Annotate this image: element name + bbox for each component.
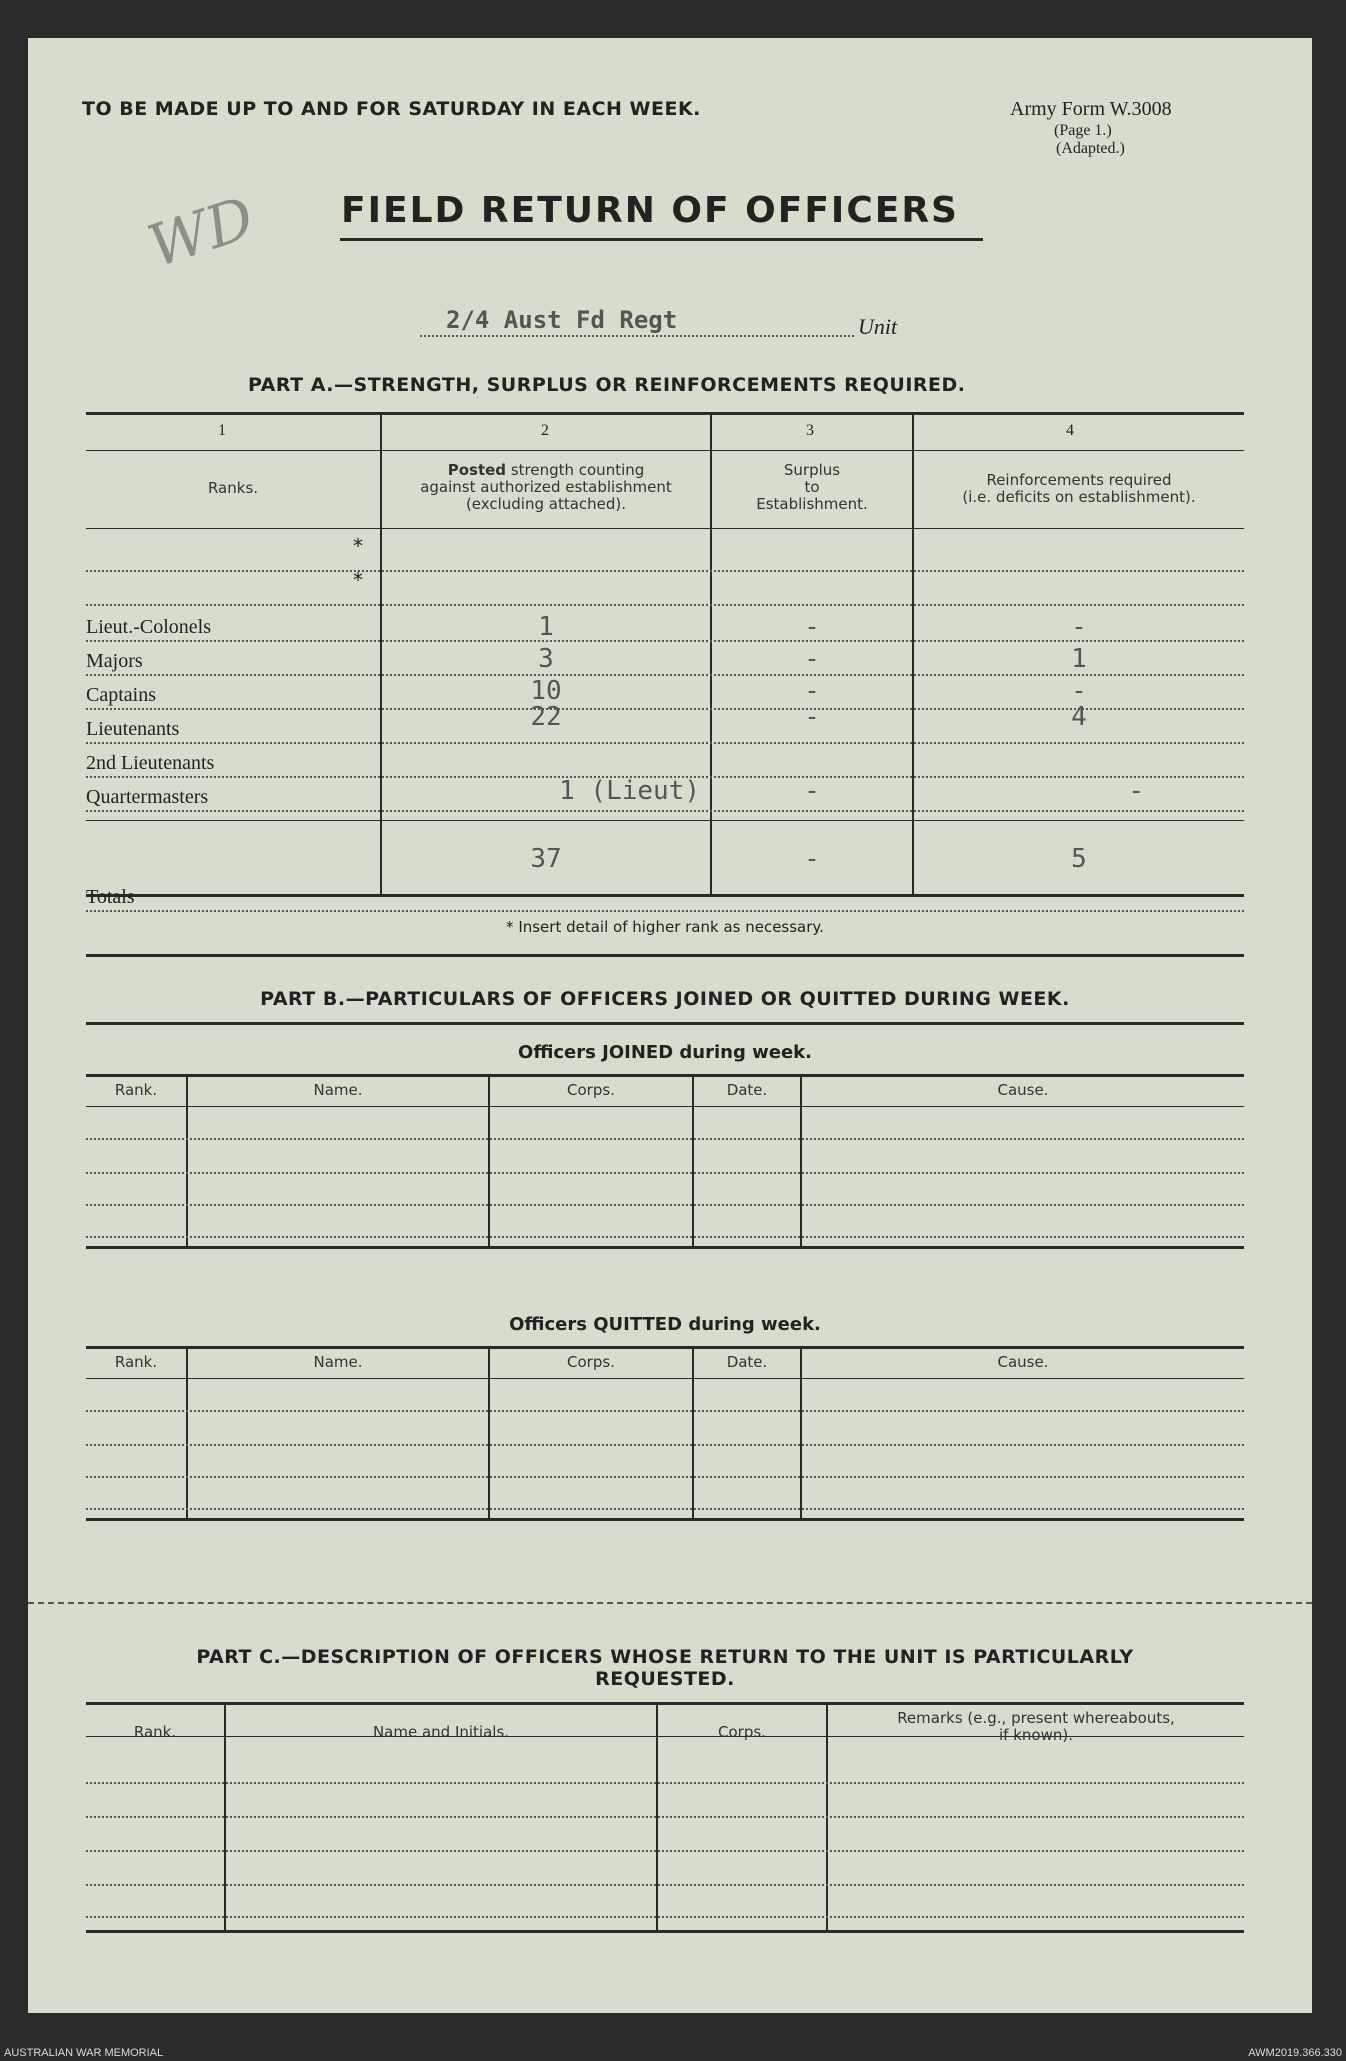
joined-col-divider	[800, 1074, 802, 1246]
joined-title-key: JOINED	[602, 1042, 674, 1063]
quitted-title-key: QUITTED	[593, 1314, 683, 1335]
reinforcements-value: 4	[1071, 702, 1087, 732]
part-a-totals-rule	[86, 820, 1244, 821]
row-line	[86, 1916, 1244, 1918]
quitted-col-corps: Corps.	[567, 1353, 615, 1371]
posted-line-3: (excluding attached).	[465, 495, 627, 513]
instruction-text: TO BE MADE UP TO AND FOR SATURDAY IN EACH WEEK.	[82, 98, 701, 120]
totals-posted: 37	[530, 844, 562, 874]
quitted-bottom-rule	[86, 1518, 1244, 1521]
reinf-line-1: Reinforcements required	[986, 471, 1172, 489]
form-number: Army Form W.3008	[1010, 98, 1172, 120]
part-a-head-rule	[86, 528, 1244, 529]
col-number: 4	[1066, 422, 1074, 439]
surplus-line-3: Establishment.	[756, 495, 868, 513]
row-line	[86, 1444, 1244, 1446]
row-line	[86, 604, 1244, 606]
part-b-title: PART B.—PARTICULARS OF OFFICERS JOINED OR QUITTED DURING WEEK.	[260, 988, 1070, 1010]
col-head-reinforcements	[914, 472, 1244, 506]
quitted-col-divider	[488, 1346, 490, 1518]
joined-col-divider	[692, 1074, 694, 1246]
page-title: FIELD RETURN OF OFFICERS	[341, 190, 959, 231]
quitted-title-pre: Officers	[509, 1314, 594, 1335]
reinforcements-value: -	[1071, 612, 1087, 642]
part-a-top-rule	[86, 412, 1244, 415]
row-line	[86, 742, 1244, 744]
asterisk-row-marker: *	[353, 568, 363, 592]
part-a-title: PART A.—STRENGTH, SURPLUS OR REINFORCEMENTS REQUIRED.	[248, 374, 966, 396]
rank-label: 2nd Lieutenants	[86, 752, 215, 774]
joined-col-cause: Cause.	[997, 1081, 1049, 1099]
quitted-col-cause: Cause.	[997, 1353, 1049, 1371]
rank-label: Lieutenants	[86, 718, 180, 740]
posted-line-2: against authorized establishment	[420, 478, 672, 496]
footer-accession: AWM2019.366.330	[1248, 2047, 1342, 2059]
joined-col-corps: Corps.	[567, 1081, 615, 1099]
reinforcements-value: 1	[1071, 644, 1087, 674]
perforation-line	[28, 1602, 1312, 1604]
posted-bold: Posted	[447, 461, 507, 479]
row-line	[86, 1410, 1244, 1412]
rank-label: Majors	[86, 650, 143, 672]
joined-title-pre: Officers	[518, 1042, 603, 1063]
part-a-end-rule	[86, 954, 1244, 957]
quitted-col-divider	[186, 1346, 188, 1518]
row-line	[86, 1816, 1244, 1818]
row-line	[86, 1508, 1244, 1510]
joined-title-post: during week.	[673, 1042, 812, 1063]
part-c-title-line-2: REQUESTED.	[595, 1668, 735, 1690]
handwritten-mark: WD	[140, 183, 263, 281]
joined-title	[86, 1042, 1244, 1063]
remarks-line-1: Remarks (e.g., present whereabouts,	[897, 1709, 1175, 1727]
asterisk-row-marker: *	[353, 534, 363, 558]
joined-col-name: Name.	[313, 1081, 363, 1099]
col-number: 2	[541, 422, 549, 439]
surplus-line-2: to	[804, 478, 820, 496]
totals-label: Totals	[86, 886, 135, 908]
row-line	[86, 1884, 1244, 1886]
part-c-col-name: Name and Initials.	[372, 1723, 510, 1741]
remarks-line-2: if known).	[999, 1726, 1073, 1744]
reinf-line-2: (i.e. deficits on establishment).	[962, 488, 1196, 506]
joined-top-rule	[86, 1074, 1244, 1077]
row-line	[86, 1850, 1244, 1852]
col-number: 3	[806, 422, 814, 439]
joined-col-date: Date.	[726, 1081, 768, 1099]
surplus-value: -	[804, 644, 820, 674]
surplus-value: -	[804, 612, 820, 642]
part-c-col-corps: Corps.	[718, 1723, 766, 1741]
totals-surplus: -	[804, 844, 820, 874]
surplus-line-1: Surplus	[783, 461, 841, 479]
row-line	[86, 674, 1244, 676]
quitted-head-rule	[86, 1378, 1244, 1379]
posted-value: 1 (Lieut)	[559, 776, 700, 806]
quitted-col-divider	[692, 1346, 694, 1518]
joined-col-rank: Rank.	[114, 1081, 158, 1099]
unit-label: Unit	[858, 314, 898, 339]
quitted-col-rank: Rank.	[114, 1353, 158, 1371]
rank-label: Captains	[86, 684, 156, 706]
quitted-title-post: during week.	[682, 1314, 821, 1335]
row-line	[86, 1782, 1244, 1784]
quitted-top-rule	[86, 1346, 1244, 1349]
col-head-ranks: Ranks.	[207, 479, 259, 497]
row-line	[86, 1476, 1244, 1478]
col-number: 1	[218, 422, 226, 439]
unit-dotted-line	[420, 335, 854, 337]
row-line	[86, 708, 1244, 710]
part-c-top-rule	[86, 1702, 1244, 1705]
quitted-col-name: Name.	[313, 1353, 363, 1371]
part-a-bottom-rule	[86, 894, 1244, 897]
reinforcements-value: -	[1128, 776, 1144, 806]
posted-value: 3	[538, 644, 554, 674]
part-c-title-line-1: PART C.—DESCRIPTION OF OFFICERS WHOSE RETURN TO THE UNIT IS PARTICULARLY	[196, 1646, 1134, 1668]
posted-value: 10	[530, 676, 562, 706]
form-paper	[28, 38, 1312, 2013]
row-line	[86, 910, 1244, 912]
row-line	[86, 1236, 1244, 1238]
joined-col-divider	[186, 1074, 188, 1246]
part-c-col-remarks	[828, 1710, 1244, 1744]
totals-reinforcements: 5	[1071, 844, 1087, 874]
unit-value: 2/4 Aust Fd Regt	[446, 306, 678, 334]
surplus-value: -	[804, 702, 820, 732]
quitted-col-divider	[800, 1346, 802, 1518]
row-line	[86, 810, 1244, 812]
part-c-bottom-rule	[86, 1930, 1244, 1933]
form-adapted: (Adapted.)	[1056, 140, 1125, 157]
row-line	[86, 1204, 1244, 1206]
surplus-value: -	[804, 676, 820, 706]
row-line	[86, 640, 1244, 642]
quitted-title	[86, 1314, 1244, 1335]
part-c-title	[86, 1646, 1244, 1690]
row-line	[86, 570, 1244, 572]
rank-label: Quartermasters	[86, 786, 209, 808]
part-c-col-rank: Rank.	[133, 1723, 177, 1741]
joined-bottom-rule	[86, 1246, 1244, 1249]
row-line	[86, 1138, 1244, 1140]
title-underline	[340, 238, 983, 241]
col-head-posted	[382, 462, 710, 513]
surplus-value: -	[804, 776, 820, 806]
joined-col-divider	[488, 1074, 490, 1246]
form-page: (Page 1.)	[1054, 122, 1112, 139]
part-a-num-rule	[86, 450, 1244, 451]
quitted-col-date: Date.	[726, 1353, 768, 1371]
footer-credit: AUSTRALIAN WAR MEMORIAL	[4, 2047, 164, 2059]
part-b-top-rule	[86, 1022, 1244, 1025]
joined-head-rule	[86, 1106, 1244, 1107]
posted-rest: strength counting	[510, 461, 645, 479]
row-line	[86, 1172, 1244, 1174]
part-a-note: * Insert detail of higher rank as necessary.	[506, 918, 824, 936]
col-head-surplus	[712, 462, 912, 513]
posted-value: 1	[538, 612, 554, 642]
posted-value: 22	[530, 702, 562, 732]
rank-label: Lieut.-Colonels	[86, 616, 211, 638]
row-line	[86, 776, 1244, 778]
reinforcements-value: -	[1071, 676, 1087, 706]
